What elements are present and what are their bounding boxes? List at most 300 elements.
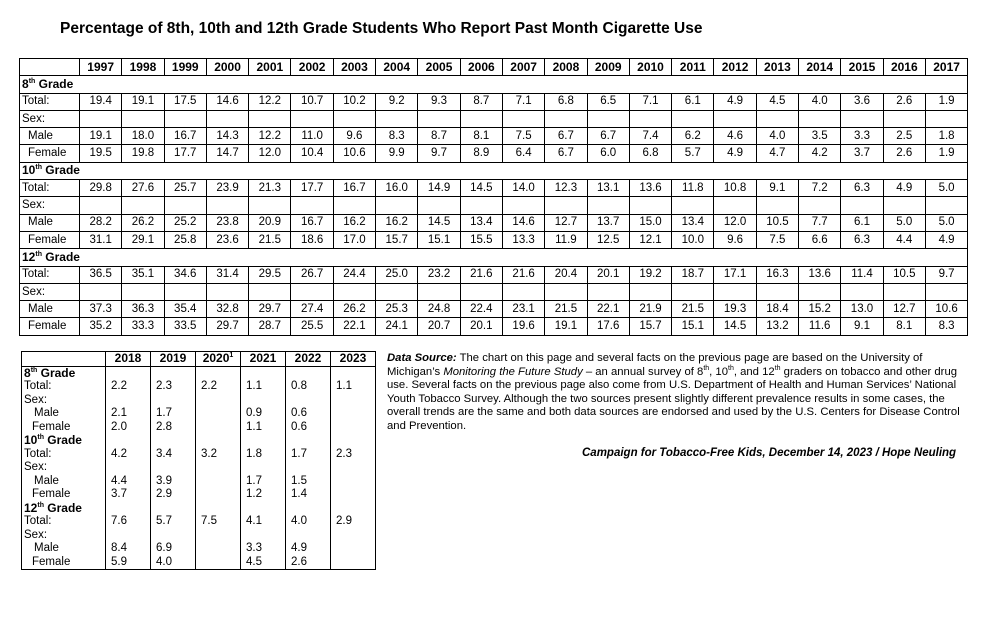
male-label: Male [22,407,106,421]
value-cell: 2.9 [331,515,376,529]
value-cell [376,283,418,300]
value-cell [418,283,460,300]
value-cell: 9.2 [376,93,418,110]
male-label: Male [22,542,106,556]
value-cell: 20.1 [460,318,502,335]
value-cell: 12.7 [883,301,925,318]
value-cell [331,556,376,570]
total-label: Total: [20,266,80,283]
grade-heading: 10th Grade [22,434,106,448]
value-cell: 14.6 [502,214,544,231]
value-cell: 4.5 [241,556,286,570]
value-cell: 6.6 [799,231,841,248]
year-header: 2005 [418,59,460,76]
total-row [22,380,376,394]
total-row [20,266,968,283]
value-cell: 1.1 [331,380,376,394]
value-cell: 2.1 [106,407,151,421]
value-cell [249,197,291,214]
value-cell: 32.8 [206,301,248,318]
value-cell [122,110,164,127]
value-cell: 14.7 [206,145,248,162]
value-cell: 18.6 [291,231,333,248]
sex-row [22,529,376,543]
value-cell: 20.7 [418,318,460,335]
value-cell: 4.9 [714,93,756,110]
value-cell [196,529,241,543]
value-cell: 11.8 [672,180,714,197]
female-row [22,421,376,435]
value-cell [799,197,841,214]
value-cell [587,197,629,214]
value-cell: 1.8 [925,128,967,145]
year-header: 2017 [925,59,967,76]
value-cell [206,110,248,127]
empty-cell [196,366,241,380]
data-source-label: Data Source: [387,352,457,364]
value-cell: 5.9 [106,556,151,570]
value-cell: 17.6 [587,318,629,335]
value-cell: 6.1 [841,214,883,231]
value-cell: 31.1 [80,231,122,248]
header-blank [22,352,106,367]
value-cell: 23.6 [206,231,248,248]
empty-cell [286,502,331,516]
value-cell: 10.8 [714,180,756,197]
value-cell: 15.1 [418,231,460,248]
value-cell: 10.5 [883,266,925,283]
value-cell: 13.6 [629,180,671,197]
value-cell: 6.8 [629,145,671,162]
value-cell: 9.9 [376,145,418,162]
value-cell: 1.1 [241,421,286,435]
value-cell: 9.1 [841,318,883,335]
value-cell [714,110,756,127]
value-cell [756,110,798,127]
value-cell [196,407,241,421]
value-cell: 4.4 [883,231,925,248]
value-cell: 10.7 [291,93,333,110]
value-cell: 23.8 [206,214,248,231]
value-cell [925,197,967,214]
empty-cell [151,434,196,448]
female-label: Female [22,421,106,435]
value-cell: 4.9 [714,145,756,162]
value-cell: 17.5 [164,93,206,110]
empty-cell [196,434,241,448]
value-cell: 24.4 [333,266,375,283]
value-cell [883,110,925,127]
value-cell: 9.1 [756,180,798,197]
value-cell [333,283,375,300]
value-cell: 19.8 [122,145,164,162]
value-cell: 25.0 [376,266,418,283]
value-cell: 9.7 [925,266,967,283]
value-cell [799,283,841,300]
value-cell [331,488,376,502]
value-cell [249,283,291,300]
sex-label: Sex: [20,110,80,127]
value-cell: 13.3 [502,231,544,248]
year-header: 2016 [883,59,925,76]
value-cell [460,283,502,300]
value-cell [418,197,460,214]
value-cell: 13.0 [841,301,883,318]
value-cell: 4.0 [799,93,841,110]
value-cell: 20.4 [545,266,587,283]
value-cell [714,197,756,214]
value-cell: 16.0 [376,180,418,197]
value-cell: 17.0 [333,231,375,248]
value-cell: 36.3 [122,301,164,318]
page-title: Percentage of 8th, 10th and 12th Grade Students Who Report Past Month Cigarette Use [60,20,703,37]
value-cell [80,197,122,214]
value-cell: 15.1 [672,318,714,335]
year-header: 2018 [106,352,151,367]
value-cell [376,197,418,214]
year-header: 2008 [545,59,587,76]
sex-row [20,197,968,214]
value-cell: 4.2 [106,448,151,462]
empty-cell [286,434,331,448]
year-header: 1998 [122,59,164,76]
header-row [20,59,968,76]
value-cell [241,394,286,408]
female-row [22,488,376,502]
empty-cell [331,434,376,448]
total-label: Total: [22,380,106,394]
value-cell [545,110,587,127]
value-cell: 19.6 [502,318,544,335]
total-row [22,448,376,462]
value-cell: 10.4 [291,145,333,162]
year-header: 2012 [714,59,756,76]
value-cell: 8.7 [418,128,460,145]
grade-section-row [22,366,376,380]
value-cell: 15.7 [629,318,671,335]
value-cell: 13.7 [587,214,629,231]
value-cell: 7.6 [106,515,151,529]
cigarette-use-table-2018-2023 [21,351,376,570]
value-cell: 12.5 [587,231,629,248]
value-cell: 14.5 [460,180,502,197]
total-label: Total: [22,448,106,462]
value-cell: 1.2 [241,488,286,502]
value-cell [331,461,376,475]
value-cell: 4.9 [883,180,925,197]
value-cell: 13.4 [460,214,502,231]
empty-cell [241,434,286,448]
year-header: 2023 [331,352,376,367]
value-cell [206,197,248,214]
value-cell [106,529,151,543]
value-cell: 12.7 [545,214,587,231]
grade-heading: 12th Grade [22,502,106,516]
year-header: 2001 [249,59,291,76]
grade-heading: 8th Grade [20,76,968,93]
male-label: Male [20,214,80,231]
value-cell: 6.3 [841,231,883,248]
value-cell: 0.8 [286,380,331,394]
value-cell [196,394,241,408]
value-cell: 1.5 [286,475,331,489]
value-cell [418,110,460,127]
value-cell: 6.7 [587,128,629,145]
value-cell: 20.1 [587,266,629,283]
value-cell: 10.2 [333,93,375,110]
value-cell [587,110,629,127]
sex-row [20,283,968,300]
value-cell: 16.7 [333,180,375,197]
value-cell: 18.7 [672,266,714,283]
value-cell: 1.7 [151,407,196,421]
value-cell: 23.2 [418,266,460,283]
year-header: 2006 [460,59,502,76]
year-header: 2013 [756,59,798,76]
value-cell: 19.4 [80,93,122,110]
grade-section-row [22,434,376,448]
value-cell: 28.7 [249,318,291,335]
value-cell [629,283,671,300]
value-cell: 2.6 [883,93,925,110]
sex-row [20,110,968,127]
value-cell: 1.9 [925,93,967,110]
value-cell: 6.5 [587,93,629,110]
value-cell [672,283,714,300]
value-cell [502,283,544,300]
value-cell [106,461,151,475]
year-header: 1997 [80,59,122,76]
total-row [22,515,376,529]
male-row [22,407,376,421]
male-row [20,128,968,145]
value-cell: 13.1 [587,180,629,197]
value-cell: 25.2 [164,214,206,231]
value-cell [841,197,883,214]
value-cell: 23.9 [206,180,248,197]
empty-cell [196,502,241,516]
value-cell [164,283,206,300]
grade-heading: 12th Grade [20,249,968,266]
value-cell [122,197,164,214]
value-cell: 21.6 [460,266,502,283]
value-cell: 25.3 [376,301,418,318]
female-row [20,231,968,248]
value-cell: 7.4 [629,128,671,145]
value-cell [672,110,714,127]
value-cell: 3.2 [196,448,241,462]
value-cell: 14.6 [206,93,248,110]
value-cell: 16.7 [164,128,206,145]
value-cell [925,110,967,127]
male-label: Male [20,128,80,145]
value-cell: 10.5 [756,214,798,231]
value-cell: 11.4 [841,266,883,283]
value-cell: 6.2 [672,128,714,145]
empty-cell [241,502,286,516]
grade-heading: 10th Grade [20,162,968,179]
value-cell: 0.6 [286,407,331,421]
male-label: Male [20,301,80,318]
value-cell: 16.2 [376,214,418,231]
value-cell: 7.1 [629,93,671,110]
year-header: 2022 [286,352,331,367]
sex-row [22,461,376,475]
value-cell [460,197,502,214]
value-cell: 11.9 [545,231,587,248]
empty-cell [106,434,151,448]
value-cell: 8.7 [460,93,502,110]
value-cell: 3.4 [151,448,196,462]
value-cell: 8.1 [460,128,502,145]
value-cell: 21.5 [249,231,291,248]
value-cell: 19.1 [80,128,122,145]
value-cell [841,110,883,127]
value-cell [333,197,375,214]
value-cell: 21.5 [545,301,587,318]
value-cell: 7.7 [799,214,841,231]
value-cell: 25.8 [164,231,206,248]
value-cell: 19.2 [629,266,671,283]
value-cell [164,197,206,214]
total-row [20,180,968,197]
value-cell: 3.3 [241,542,286,556]
value-cell: 11.0 [291,128,333,145]
value-cell [286,529,331,543]
value-cell [206,283,248,300]
value-cell: 12.0 [714,214,756,231]
value-cell: 33.3 [122,318,164,335]
year-header: 2020$^1$ [196,352,241,367]
value-cell: 35.4 [164,301,206,318]
value-cell: 12.3 [545,180,587,197]
value-cell [460,110,502,127]
value-cell [196,475,241,489]
value-cell: 14.0 [502,180,544,197]
value-cell: 1.4 [286,488,331,502]
value-cell [151,529,196,543]
empty-cell [106,366,151,380]
value-cell: 16.2 [333,214,375,231]
female-row [22,556,376,570]
year-header: 2002 [291,59,333,76]
value-cell: 29.7 [249,301,291,318]
empty-cell [106,502,151,516]
sex-label: Sex: [22,461,106,475]
value-cell: 15.2 [799,301,841,318]
value-cell [331,529,376,543]
value-cell: 21.6 [502,266,544,283]
value-cell: 5.0 [925,180,967,197]
value-cell: 17.7 [291,180,333,197]
value-cell: 0.6 [286,421,331,435]
value-cell: 21.3 [249,180,291,197]
value-cell: 34.6 [164,266,206,283]
value-cell: 17.1 [714,266,756,283]
value-cell: 9.6 [333,128,375,145]
year-header: 2015 [841,59,883,76]
value-cell [883,197,925,214]
value-cell: 6.0 [587,145,629,162]
grade-section-row [20,249,968,266]
value-cell: 4.2 [799,145,841,162]
value-cell: 1.7 [286,448,331,462]
value-cell: 26.2 [122,214,164,231]
sex-row [22,394,376,408]
value-cell: 18.4 [756,301,798,318]
value-cell: 12.2 [249,128,291,145]
value-cell: 21.9 [629,301,671,318]
grade-heading: 8th Grade [22,366,106,380]
empty-cell [331,366,376,380]
value-cell: 6.8 [545,93,587,110]
value-cell: 25.7 [164,180,206,197]
value-cell: 9.6 [714,231,756,248]
value-cell: 2.8 [151,421,196,435]
male-row [22,475,376,489]
value-cell: 9.3 [418,93,460,110]
value-cell: 7.5 [756,231,798,248]
value-cell: 4.6 [714,128,756,145]
value-cell: 15.0 [629,214,671,231]
value-cell [331,394,376,408]
value-cell [502,197,544,214]
value-cell: 19.1 [545,318,587,335]
year-header: 2014 [799,59,841,76]
value-cell [151,394,196,408]
value-cell: 2.0 [106,421,151,435]
grade-section-row [20,76,968,93]
year-header: 2011 [672,59,714,76]
year-header: 2007 [502,59,544,76]
value-cell [122,283,164,300]
total-label: Total: [22,515,106,529]
value-cell [286,394,331,408]
value-cell [106,394,151,408]
value-cell [502,110,544,127]
value-cell: 10.0 [672,231,714,248]
value-cell: 3.3 [841,128,883,145]
year-header: 2000 [206,59,248,76]
value-cell [80,110,122,127]
value-cell: 13.4 [672,214,714,231]
value-cell: 1.7 [241,475,286,489]
value-cell [629,197,671,214]
value-cell: 24.1 [376,318,418,335]
value-cell: 7.5 [196,515,241,529]
value-cell [545,197,587,214]
value-cell: 3.5 [799,128,841,145]
value-cell: 12.1 [629,231,671,248]
value-cell: 0.9 [241,407,286,421]
value-cell: 2.9 [151,488,196,502]
value-cell [331,407,376,421]
value-cell: 13.2 [756,318,798,335]
value-cell: 22.4 [460,301,502,318]
male-row [20,214,968,231]
value-cell [151,461,196,475]
empty-cell [331,502,376,516]
value-cell: 4.5 [756,93,798,110]
total-label: Total: [20,93,80,110]
header-blank [20,59,80,76]
male-row [22,542,376,556]
value-cell: 35.2 [80,318,122,335]
value-cell: 5.7 [151,515,196,529]
value-cell: 6.9 [151,542,196,556]
empty-cell [241,366,286,380]
value-cell: 37.3 [80,301,122,318]
